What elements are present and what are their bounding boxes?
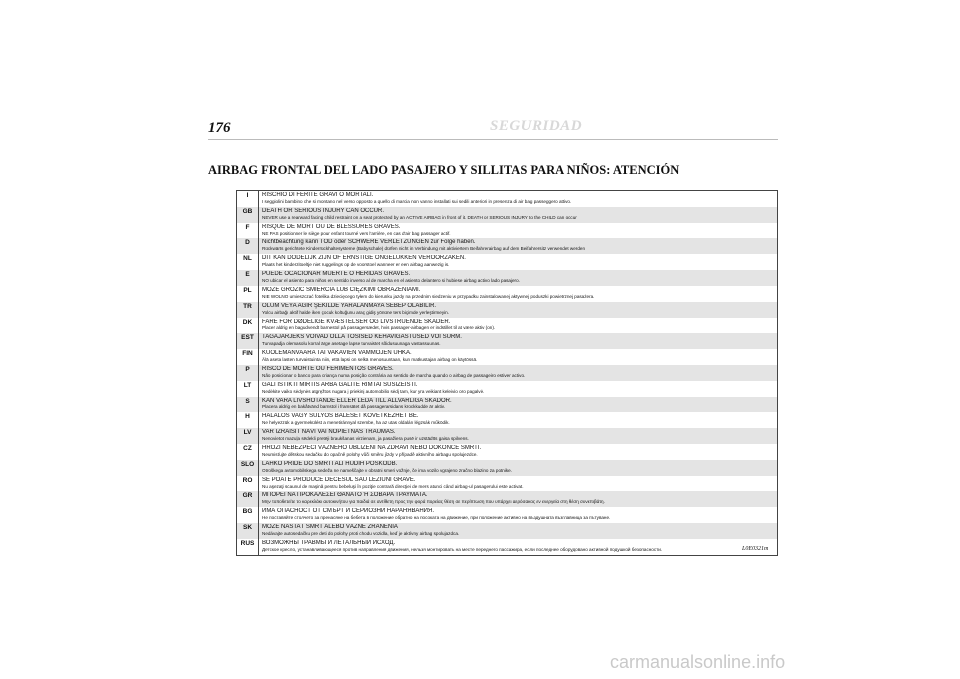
language-code: TR	[237, 302, 259, 318]
warning-message	[259, 223, 778, 239]
warning-headline: KAN VARA LIVSHOTANDE ELLER LEDA TILL ALLVARLIGA SKADOR.	[262, 397, 452, 404]
language-code: NL	[237, 254, 259, 270]
warning-message	[259, 333, 778, 349]
language-code: DK	[237, 318, 259, 334]
warning-row	[237, 349, 778, 365]
warning-row	[237, 444, 778, 460]
language-code: P	[237, 365, 259, 381]
warning-row	[237, 507, 778, 523]
warning-detail: Nedėkite vaiko sėdynės atgręžtos nugara į priekinį automobilio sėdį tam, kur yra veikiant keleivio oro pagalvė.	[262, 388, 485, 394]
warning-headline: KUOLEMANVAARA TAI VAKAVIEN VAMMOJEN UHKA.	[262, 350, 412, 357]
warning-headline: ИМА ОПАСНОСТ ОТ СМЪРТ И СЕРИОЗНИ НАРАНЯВАНИЯ.	[262, 508, 434, 515]
warning-headline: HALÁLOS VAGY SÚLYOS BALESET KÖVETKEZHET BE.	[262, 413, 419, 420]
warning-headline: DEATH OR SERIOUS INJURY CAN OCCUR.	[262, 207, 385, 214]
warning-row	[237, 333, 778, 349]
warning-message	[259, 349, 778, 365]
language-code: H	[237, 412, 259, 428]
warning-detail: Μην τοποθετείτε το καρεκλάκι αυτοκινήτου για παιδιά σε αντίθετη προς την φορά πορείας θέση σε περίπτωση που υπάρχει αερόσακος εν ενεργεία στη θέση συνεπιβάτη.	[262, 499, 605, 505]
warning-headline: RISQUE DE MORT OU DE BLESSURES GRAVES.	[262, 223, 401, 230]
language-code: RUS	[237, 539, 259, 555]
warning-message	[259, 238, 778, 254]
warning-row	[237, 412, 778, 428]
warning-headline: ВОЗМОЖНЫ ТРАВМЫ И ЛЕТАЛЬНЫЙ ИСХОД.	[262, 539, 396, 546]
warning-rows	[237, 191, 778, 556]
warning-headline: MOŻE GROZIĆ ŚMIERCIA LUB CIĘŻKIMI OBRAŻENIAMI.	[262, 286, 421, 293]
warning-message	[259, 428, 778, 444]
warning-detail: Ne helyezzük a gyermekülést a menetiránnyal szembe, ha az utas oldalán légzsák működik.	[262, 420, 450, 426]
warning-detail: NEVER use a rearward facing child restraint on a seat protected by an ACTIVE AIRBAG in front of it. DEATH or SERIOUS INJURY to the CHILD can occur	[262, 214, 577, 220]
warning-message	[259, 191, 778, 207]
watermark: carmanualsonline.info	[610, 652, 786, 672]
warning-message	[259, 507, 778, 523]
warning-headline: HROZÍ NEBEZPEČÍ VÁŽNÉHO UBLÍŽENÍ NA ZDRAVÍ NEBO DOKONCE SMRTI.	[262, 445, 482, 451]
language-code: I	[237, 191, 259, 207]
warning-detail: Älä aseta lasten turvaistuinta niin, että lapsi on selkä menosuuntaan, kun matkustajan airbag on käytössä.	[262, 357, 478, 363]
language-code: S	[237, 397, 259, 413]
language-code: E	[237, 270, 259, 286]
warning-detail: Neumisťujte dětskou sedačku do opačně polohy vůči směru jízdy v případě aktivního airbagu spolujezdce.	[262, 451, 478, 457]
warning-detail: Nu aşezaţi scaunul de maşină pentru bebeluşi în poziţie contrară direcţiei de mers atunci când airbag-ul pasagerului este activat.	[262, 483, 524, 489]
language-code: D	[237, 238, 259, 254]
warning-detail: Не поставяйте столчето за пренасяне на бебета в положение обратно на посоката на движение, при положение активно на въздушната възглавница за пътуване.	[262, 515, 611, 521]
language-code: GR	[237, 491, 259, 507]
image-reference-code: L0E0321m	[742, 546, 769, 552]
warning-message	[259, 207, 778, 223]
warning-detail: Rückwärts gerichtete Kinderrückhaltesysteme (Babyschale) dürfen nicht in Verbindung mit aktiviertem Beifahrerairbag auf dem Beifahrersitz verwendet werden	[262, 246, 585, 252]
warning-row	[237, 302, 778, 318]
warning-message	[259, 286, 778, 302]
language-code: LV	[237, 428, 259, 444]
page-number: 176	[208, 120, 231, 136]
warning-detail: Não posicionar o banco para criança numa posição contrária ao sentido de marcha quando o airbag de passageiro estiver activo.	[262, 372, 526, 378]
warning-headline: Nichtbeachtung kann TOD oder SCHWERE VERLETZUNGEN zur Folge haben.	[262, 239, 476, 246]
warning-row	[237, 238, 778, 254]
warning-row	[237, 523, 778, 539]
warning-headline: TAGAJÄRJEKS VÕIVAD OLLA TÕSISED KEHAVIGASTUSED VÕI SURM.	[262, 334, 462, 341]
warning-detail: Placera aldrig en bakåtvänd barnstol i framsätet då passagerarsidans krockkudde är aktiv.	[262, 404, 445, 410]
warning-row	[237, 207, 778, 223]
warning-message	[259, 444, 778, 460]
warning-headline: LAHKO PRIDE DO SMRTI ALI HUDIH POŠKODB.	[262, 460, 398, 467]
warning-message	[259, 365, 778, 381]
warning-row	[237, 539, 778, 555]
warning-detail: Детское кресло, устанавливающееся против направления движения, нельзя монтировать на месте переднего пассажира, если последнее оборудовано активной подушкой безопасности.	[262, 546, 663, 552]
warning-row	[237, 397, 778, 413]
warning-message	[259, 270, 778, 286]
language-code: GB	[237, 207, 259, 223]
warning-row	[237, 491, 778, 507]
warning-detail: Nenovietot mazuļa sēdekli pretēji braukšanas virzienam, ja pasažiera pusē ir uzstādīts gaisa spilvens.	[262, 436, 469, 442]
warning-headline: ÖLÜM VEYA AĞIR ŞEKILDE YARALANMAYA SEBEP OLABILIR.	[262, 302, 437, 309]
section-title: SEGURIDAD	[490, 118, 583, 134]
language-code: SK	[237, 523, 259, 539]
warning-headline: RISCHIO DI FERITE GRAVI O MORTALI.	[262, 192, 374, 198]
warning-detail: NIE WOLNO umieszczać fotelika dziecięcego tyłem do kierunku jazdy na przednim siedzeniu w przypadku zainstalowanej aktywnej poduszki powietrznej pasażera.	[262, 293, 595, 299]
warning-message	[259, 476, 778, 492]
warning-message	[259, 318, 778, 334]
warning-message	[259, 397, 778, 413]
warning-headline: RISCO DE MORTE OU FERIMENTOS GRAVES.	[262, 365, 394, 372]
warning-row	[237, 476, 778, 492]
language-code: F	[237, 223, 259, 239]
warning-row	[237, 365, 778, 381]
warning-message	[259, 412, 778, 428]
page-title: AIRBAG FRONTAL DEL LADO PASAJERO Y SILLITAS PARA NIÑOS: ATENCIÓN	[208, 163, 680, 177]
warning-headline: MÔŽE NASTAŤ SMRŤ ALEBO VÁŽNE ZRANENIA	[262, 524, 398, 531]
warning-message	[259, 460, 778, 476]
language-code: LT	[237, 381, 259, 397]
warning-detail: Placer aldrig en bagudvendt barnestol på passagersædet, hvis passager-airbagen er indstillet til at være aktiv (on).	[262, 325, 496, 331]
warning-row	[237, 286, 778, 302]
warning-detail: Nedávajte autosedačku pre deti do polohy proti chodu vozidla, keď je aktívny airbag spolujazdca.	[262, 530, 460, 536]
language-code: CZ	[237, 444, 259, 460]
warning-detail: Otroškega avtomobilskega sedeža ne nameščajte v obratni smeri vožnje, če ima vozilo vgrajeno zračno blazino za potnike.	[262, 467, 512, 473]
warning-detail: Plaats het kinderzitoeltje niet ruggelings op de voorstoel wanneer er een airbag aanwezig is.	[262, 262, 450, 268]
language-code: EST	[237, 333, 259, 349]
warning-row	[237, 223, 778, 239]
warning-headline: SE POATE PRODUCE DECESUL SAU LEZIUNI GRAVE.	[262, 476, 416, 483]
warning-row	[237, 381, 778, 397]
language-code: FIN	[237, 349, 259, 365]
airbag-warning-table	[236, 190, 778, 556]
language-code: BG	[237, 507, 259, 523]
warning-detail: Yolcu airbağı aktif halde iken çocuk koltuğunu araç gidiş yönüne ters biçimde yerleştirmeyin.	[262, 309, 449, 315]
warning-headline: ΜΠΟΡΕΙ ΝΑ ΠΡΟΚΑΛΕΣΕΙ ΘΑΝΑΤΟ Ή ΣΟΒΑΡΑ ΤΡΑΥΜΑΤΑ.	[262, 492, 428, 499]
warning-detail: NE PAS positionner le siège pour enfant tourné vers l'arrière, en cas d'air bag passager actif.	[262, 230, 451, 236]
warning-row	[237, 191, 778, 207]
warning-message	[259, 302, 778, 318]
warning-message	[259, 491, 778, 507]
warning-detail: I seggiolini bambino che si montano nel verso opposto a quello di marcia non vanno installati sui sedili anteriori in presenza di air bag passeggero attivo.	[262, 198, 572, 204]
warning-row	[237, 254, 778, 270]
language-code: SLO	[237, 460, 259, 476]
warning-row	[237, 318, 778, 334]
warning-detail: NO ubicar el asiento para niños en sentido inverso al de marcha en el asiento delantero si hubiese airbag activo lado pasajero.	[262, 277, 520, 283]
warning-message	[259, 523, 778, 539]
language-code: PL	[237, 286, 259, 302]
warning-message	[259, 539, 778, 555]
warning-headline: GALI IŠTIKTI MIRTIS ARBA GALITE RIMTAI SUSIŽEISTI.	[262, 381, 418, 388]
warning-headline: FARE FOR DØDELIGE KVÆSTELSER OG LIVSTRUENDE SKADER.	[262, 318, 451, 325]
warning-headline: PUEDE OCACIONAR MUERTE O HERIDAS GRAVES.	[262, 271, 411, 278]
warning-detail: Turvapadja olemasolu korral ärge asetage lapse turvaistet sõidusuunaga vastassuunas.	[262, 341, 441, 347]
header-divider	[208, 139, 778, 140]
language-code: RO	[237, 476, 259, 492]
warning-row	[237, 270, 778, 286]
warning-message	[259, 381, 778, 397]
warning-row	[237, 428, 778, 444]
warning-headline: VAR IZRAISĪT NĀVI VAI NOPIETNAS TRAUMAS.	[262, 429, 396, 436]
warning-headline: DIT KAN DODELIJK ZIJN OF ERNSTIGE ONGELUKKEN VEROORZAKEN.	[262, 255, 466, 262]
warning-row	[237, 460, 778, 476]
warning-message	[259, 254, 778, 270]
